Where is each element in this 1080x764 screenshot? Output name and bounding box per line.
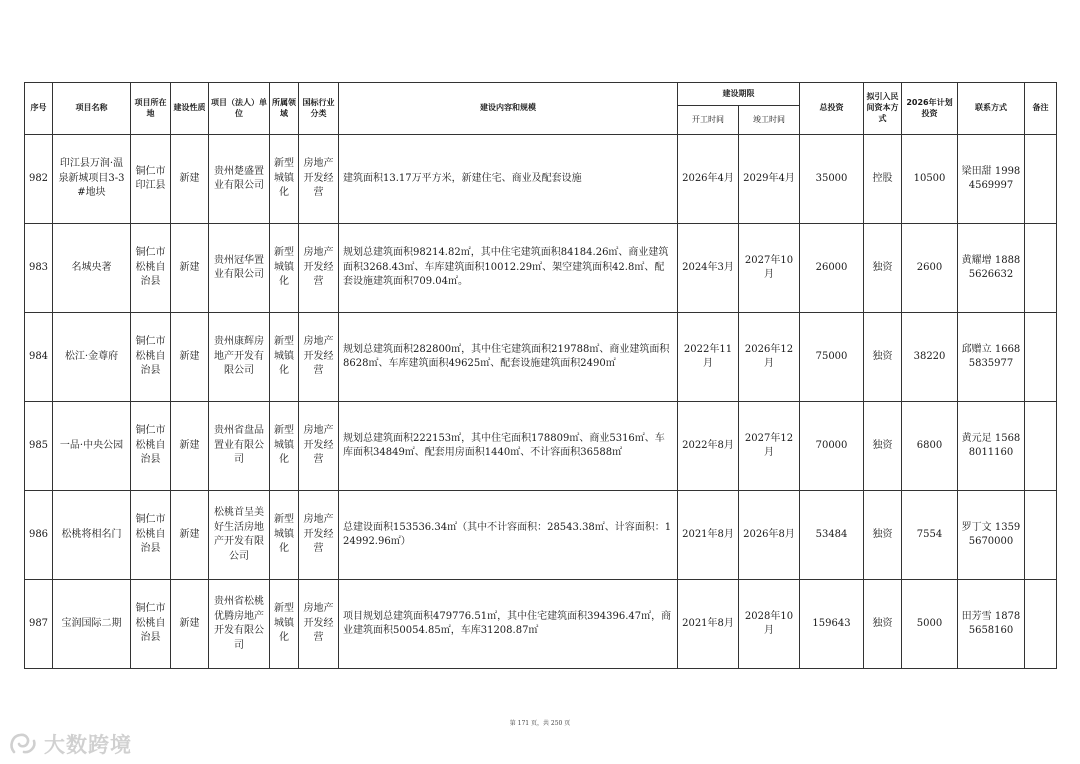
cell-field: 新型城镇化	[270, 491, 299, 580]
cell-remark	[1025, 224, 1057, 313]
cell-seq: 984	[25, 313, 53, 402]
table-row	[25, 313, 1057, 402]
cell-plan-2026: 38220	[902, 313, 958, 402]
cell-field: 新型城镇化	[270, 402, 299, 491]
cell-contact: 黄元足 15688011160	[958, 402, 1025, 491]
cell-contact: 邱赠立 16685835977	[958, 313, 1025, 402]
header-private-mode: 拟引入民间资本方式	[864, 83, 902, 135]
cell-location: 铜仁市松桃自治县	[131, 491, 171, 580]
cell-location: 铜仁市松桃自治县	[131, 313, 171, 402]
cell-private-mode: 独资	[864, 313, 902, 402]
cell-end: 2026年8月	[739, 491, 800, 580]
cell-private-mode: 独资	[864, 402, 902, 491]
cell-investment: 75000	[800, 313, 864, 402]
cell-contact: 田芳雪 18785658160	[958, 580, 1025, 669]
cell-field: 新型城镇化	[270, 135, 299, 224]
cell-industry: 房地产开发经营	[299, 491, 339, 580]
table-header	[25, 83, 1057, 135]
project-table	[24, 82, 1057, 669]
cell-content: 规划总建筑面积282800㎡，其中住宅建筑面积219788㎡、商业建筑面积8628㎡、车库建筑面积49625㎡、配套设施建筑面积2490㎡	[339, 313, 678, 402]
cell-seq: 987	[25, 580, 53, 669]
cell-private-mode: 独资	[864, 580, 902, 669]
cell-location: 铜仁市松桃自治县	[131, 224, 171, 313]
cell-start: 2026年4月	[678, 135, 739, 224]
cell-plan-2026: 10500	[902, 135, 958, 224]
header-nature: 建设性质	[171, 83, 209, 135]
page-number: 第 171 页，共 250 页	[509, 720, 571, 727]
cell-nature: 新建	[171, 224, 209, 313]
header-period: 建设期限	[678, 83, 800, 106]
header-end: 竣工时间	[739, 106, 800, 135]
cell-industry: 房地产开发经营	[299, 135, 339, 224]
cell-location: 铜仁市松桃自治县	[131, 402, 171, 491]
header-seq: 序号	[25, 83, 53, 135]
cell-field: 新型城镇化	[270, 313, 299, 402]
cell-start: 2021年8月	[678, 491, 739, 580]
cell-investment: 70000	[800, 402, 864, 491]
cell-end: 2026年12月	[739, 313, 800, 402]
header-contact: 联系方式	[958, 83, 1025, 135]
cell-end: 2027年10月	[739, 224, 800, 313]
cell-remark	[1025, 135, 1057, 224]
cell-private-mode: 独资	[864, 224, 902, 313]
project-table-wrapper	[24, 82, 1056, 669]
cell-investment: 35000	[800, 135, 864, 224]
cell-remark	[1025, 313, 1057, 402]
cell-investment: 159643	[800, 580, 864, 669]
cell-contact: 罗丁文 13595670000	[958, 491, 1025, 580]
cell-start: 2022年11月	[678, 313, 739, 402]
cell-industry: 房地产开发经营	[299, 402, 339, 491]
cell-plan-2026: 6800	[902, 402, 958, 491]
cell-nature: 新建	[171, 491, 209, 580]
cell-name: 松桃将相名门	[53, 491, 131, 580]
cell-name: 一品·中央公园	[53, 402, 131, 491]
cell-industry: 房地产开发经营	[299, 313, 339, 402]
header-start: 开工时间	[678, 106, 739, 135]
cell-start: 2022年8月	[678, 402, 739, 491]
header-field: 所属领域	[270, 83, 299, 135]
cell-content: 规划总建筑面积222153㎡，其中住宅面积178809㎡、商业5316㎡、车库面积34849㎡、配套用房面积1440㎡、不计容面积36588㎡	[339, 402, 678, 491]
cell-remark	[1025, 580, 1057, 669]
cell-unit: 贵州冠华置业有限公司	[209, 224, 270, 313]
cell-end: 2029年4月	[739, 135, 800, 224]
cell-nature: 新建	[171, 135, 209, 224]
watermark-text: 大数跨境	[44, 733, 132, 757]
cell-seq: 986	[25, 491, 53, 580]
cell-industry: 房地产开发经营	[299, 224, 339, 313]
table-row	[25, 135, 1057, 224]
cell-field: 新型城镇化	[270, 224, 299, 313]
cell-name: 名城央著	[53, 224, 131, 313]
cell-nature: 新建	[171, 580, 209, 669]
cell-unit: 松桃首呈美好生活房地产开发有限公司	[209, 491, 270, 580]
cell-contact: 黄耀增 18885626632	[958, 224, 1025, 313]
cell-unit: 贵州省盘品置业有限公司	[209, 402, 270, 491]
cell-contact: 梁田甜 19984569997	[958, 135, 1025, 224]
cell-industry: 房地产开发经营	[299, 580, 339, 669]
header-location: 项目所在地	[131, 83, 171, 135]
cell-content: 规划总建筑面积98214.82㎡，其中住宅建筑面积84184.26㎡、商业建筑面积3268.43㎡、车库建筑面积10012.29㎡、架空建筑面积42.8㎡、配套设施建筑面积709.04㎡。	[339, 224, 678, 313]
header-remark: 备注	[1025, 83, 1057, 135]
cell-start: 2021年8月	[678, 580, 739, 669]
cell-private-mode: 控股	[864, 135, 902, 224]
cell-field: 新型城镇化	[270, 580, 299, 669]
cell-seq: 982	[25, 135, 53, 224]
cell-unit: 贵州康辉房地产开发有限公司	[209, 313, 270, 402]
cell-name: 印江县万润·温泉新城项目3-3#地块	[53, 135, 131, 224]
cell-nature: 新建	[171, 402, 209, 491]
watermark-logo	[8, 728, 132, 760]
cell-content: 项目规划总建筑面积479776.51㎡，其中住宅建筑面积394396.47㎡，商业建筑面积50054.85㎡，车库31208.87㎡	[339, 580, 678, 669]
cell-plan-2026: 7554	[902, 491, 958, 580]
cell-nature: 新建	[171, 313, 209, 402]
cell-location: 铜仁市印江县	[131, 135, 171, 224]
cell-name: 宝润国际二期	[53, 580, 131, 669]
cell-location: 铜仁市松桃自治县	[131, 580, 171, 669]
cell-content: 建筑面积13.17万平方米，新建住宅、商业及配套设施	[339, 135, 678, 224]
cell-content: 总建设面积153536.34㎡（其中不计容面积：28543.38㎡、计容面积：124992.96㎡）	[339, 491, 678, 580]
header-investment: 总投资	[800, 83, 864, 135]
cell-remark	[1025, 491, 1057, 580]
header-industry: 国标行业分类	[299, 83, 339, 135]
header-unit: 项目（法人）单位	[209, 83, 270, 135]
table-row	[25, 491, 1057, 580]
cell-name: 松江·金尊府	[53, 313, 131, 402]
cell-unit: 贵州省松桃优腾房地产开发有限公司	[209, 580, 270, 669]
cell-seq: 983	[25, 224, 53, 313]
header-content: 建设内容和规模	[339, 83, 678, 135]
header-name: 项目名称	[53, 83, 131, 135]
cell-remark	[1025, 402, 1057, 491]
table-row	[25, 580, 1057, 669]
cell-plan-2026: 2600	[902, 224, 958, 313]
brand-logo-icon	[8, 732, 38, 756]
cell-unit: 贵州楚盛置业有限公司	[209, 135, 270, 224]
cell-seq: 985	[25, 402, 53, 491]
table-row	[25, 224, 1057, 313]
cell-end: 2027年12月	[739, 402, 800, 491]
header-plan-2026: 2026年计划投资	[902, 83, 958, 135]
cell-investment: 53484	[800, 491, 864, 580]
table-row	[25, 402, 1057, 491]
cell-start: 2024年3月	[678, 224, 739, 313]
cell-private-mode: 独资	[864, 491, 902, 580]
cell-end: 2028年10月	[739, 580, 800, 669]
cell-investment: 26000	[800, 224, 864, 313]
cell-plan-2026: 5000	[902, 580, 958, 669]
